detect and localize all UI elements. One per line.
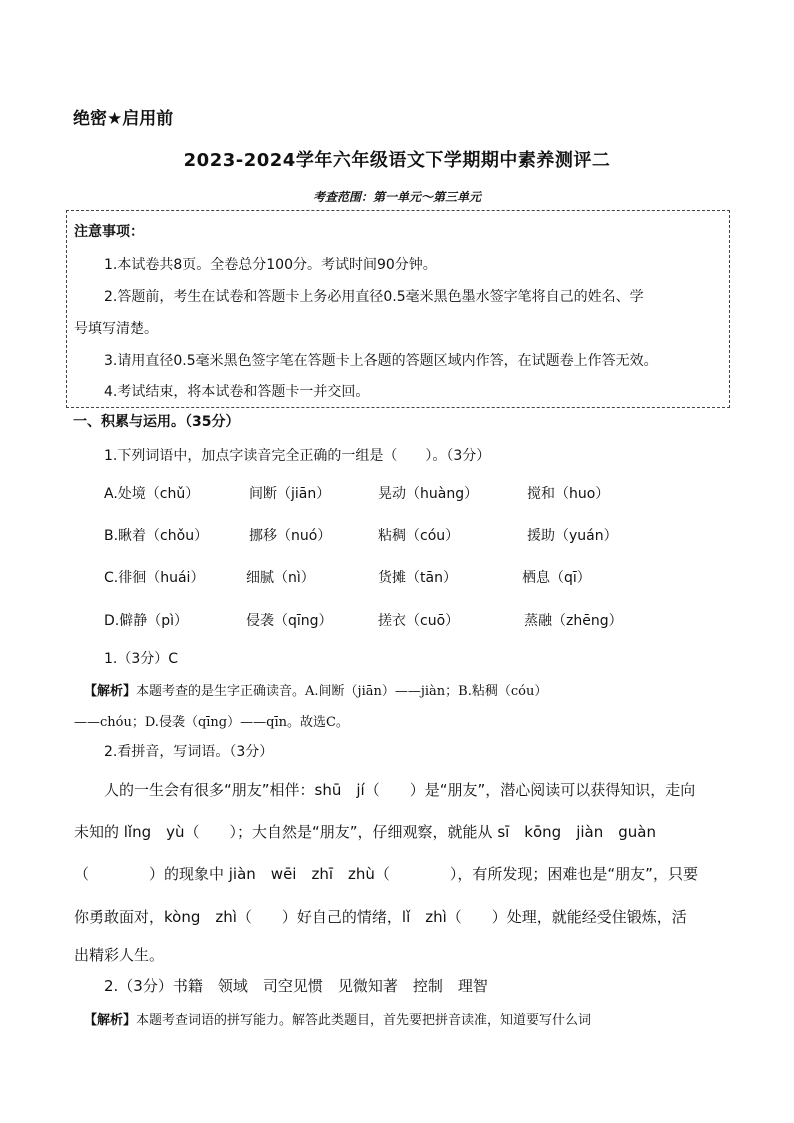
question-2-answer: 2.（3分）书籍 领域 司空见惯 见微知著 控制 理智 <box>104 977 488 995</box>
option-c-3: 货摊（tān） <box>378 570 457 586</box>
question-2-explanation-a: 本题考查词语的拼写能力。解答此类题目，首先要把拼音读准，知道要写什么词 <box>136 1013 592 1028</box>
option-b-1: B.瞅着（chǒu） <box>104 528 209 544</box>
option-d-4: 蒸融（zhēng） <box>524 613 623 629</box>
notice-title: 注意事项： <box>74 224 144 240</box>
notice-line-2a: 2.答题前，考生在试卷和答题卡上务必用直径0.5毫米黑色墨水签字笔将自己的姓名、学 <box>104 289 644 305</box>
option-b-2: 挪移（nuó） <box>249 528 332 544</box>
notice-box <box>66 210 730 408</box>
notice-line-1: 1.本试卷共8页。全卷总分100分。考试时间90分钟。 <box>104 257 437 273</box>
question-2-para-2: 未知的 lǐng yù（ ）；大自然是“朋友”，仔细观察，就能从 sī kōng jiàn guàn <box>74 823 656 841</box>
option-a-2: 间断（jiān） <box>249 486 331 502</box>
option-d-3: 搓衣（cuō） <box>378 613 460 629</box>
confidential-label: 绝密★启用前 <box>73 109 174 129</box>
question-2-para-5: 出精彩人生。 <box>74 946 165 964</box>
exam-scope: 考查范围：第一单元～第三单元 <box>312 190 481 204</box>
question-2-stem: 2.看拼音，写词语。（3分） <box>104 744 274 760</box>
option-c-4: 栖息（qī） <box>522 570 591 586</box>
question-1-explanation-b: ——chóu；D.侵袭（qīng）——qīn。故选C。 <box>74 715 349 730</box>
question-1-explanation-a: 本题考查的是生字正确读音。A.间断（jiān）——jiàn；B.粘稠（cóu） <box>136 684 548 699</box>
option-b-4: 援助（yuán） <box>527 528 618 544</box>
notice-line-4: 4.考试结束，将本试卷和答题卡一并交回。 <box>104 384 370 400</box>
question-2-para-1: 人的一生会有很多“朋友”相伴：shū jí（ ）是“朋友”，潜心阅读可以获得知识，走向 <box>104 781 696 799</box>
explanation-tag: 【解析】 <box>84 684 137 699</box>
page-title: 2023-2024学年六年级语文下学期期中素养测评二 <box>183 150 611 171</box>
option-a-1: A.处境（chǔ） <box>104 486 200 502</box>
question-2-para-3: （ ）的现象中 jiàn wēi zhī zhù（ ），有所发现；困难也是“朋友”，只要 <box>74 865 698 883</box>
option-c-2: 细腻（nì） <box>246 570 315 586</box>
option-d-1: D.僻静（pì） <box>104 613 189 629</box>
section-title: 一、积累与运用。（35分） <box>73 414 240 430</box>
option-d-2: 侵袭（qīng） <box>246 613 333 629</box>
notice-line-2b: 号填写清楚。 <box>74 321 158 337</box>
option-b-3: 粘稠（cóu） <box>378 528 460 544</box>
notice-line-3: 3.请用直径0.5毫米黑色签字笔在答题卡上各题的答题区域内作答，在试题卷上作答无效。 <box>104 353 658 369</box>
option-a-3: 晃动（huàng） <box>378 486 479 502</box>
question-2-para-4: 你勇敢面对，kòng zhì（ ）好自己的情绪，lǐ zhì（ ）处理，就能经受住锻炼，活 <box>74 908 687 926</box>
explanation-tag-2: 【解析】 <box>84 1013 137 1028</box>
option-a-4: 搅和（huo） <box>527 486 610 502</box>
option-c-1: C.徘徊（huái） <box>104 570 205 586</box>
question-1-answer: 1.（3分）C <box>104 651 179 667</box>
question-1-stem: 1.下列词语中，加点字读音完全正确的一组是（ ）。（3分） <box>104 448 491 464</box>
